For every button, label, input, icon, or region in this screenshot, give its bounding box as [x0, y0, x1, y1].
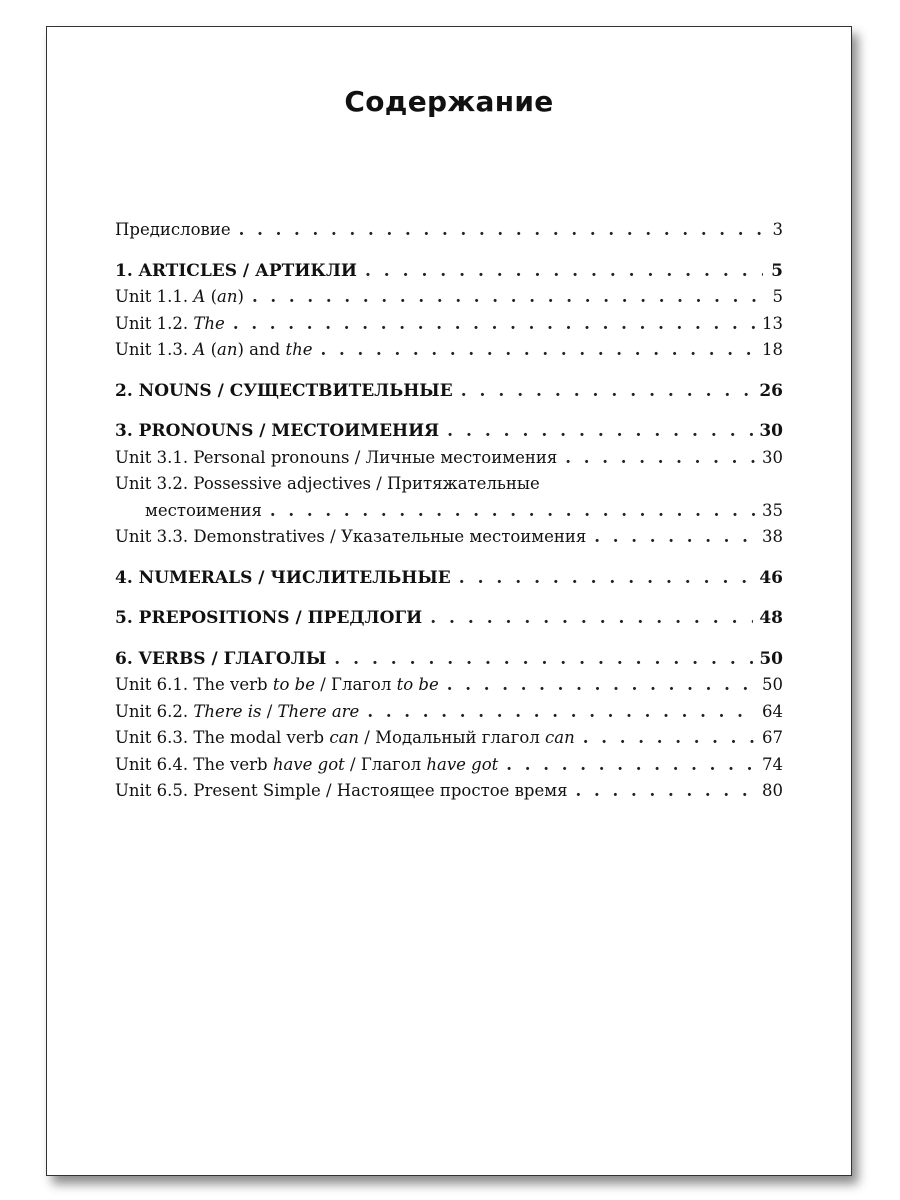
toc-entry-label: Предисловие: [115, 220, 231, 239]
toc-entry-unit-3-1: [115, 445, 783, 472]
toc-page-number: 35: [762, 500, 783, 520]
toc-entry-unit-3-2-line1: [115, 471, 783, 498]
toc-entry-unit-3-2-line2: [115, 498, 783, 525]
toc-page-number: 18: [762, 340, 783, 359]
toc-chapter-verbs: [115, 646, 783, 673]
toc-entry-label: 2. NOUNS / СУЩЕСТВИТЕЛЬНЫЕ: [115, 380, 453, 401]
toc-page-number: 26: [759, 380, 783, 401]
dot-leader: [252, 284, 763, 311]
book-page: [46, 26, 852, 1176]
toc-entry-label: Unit 6.4. The verb have got / Глагол have got: [115, 754, 499, 774]
toc-entry-label: 1. ARTICLES / АРТИКЛИ: [115, 260, 357, 281]
dot-leader: [565, 445, 756, 472]
toc-entry-unit-1-3: [115, 337, 783, 364]
toc-entry-unit-6-3: [115, 725, 783, 752]
dot-leader: [334, 646, 753, 673]
toc-entry-label: Unit 3.2. Possessive adjectives / Притяжательные: [115, 474, 540, 493]
dot-leader: [459, 565, 754, 592]
dot-leader: [594, 524, 756, 551]
toc-page-number: 46: [759, 567, 783, 588]
toc-entry-unit-6-5: [115, 778, 783, 805]
toc-page-number: 50: [759, 648, 783, 669]
dot-leader: [576, 778, 756, 805]
toc-entry-label: Unit 6.5. Present Simple / Настоящее простое время: [115, 781, 568, 800]
toc-entry-unit-1-2: [115, 311, 783, 338]
dot-leader: [430, 605, 753, 632]
toc-page-number: 80: [762, 781, 783, 800]
page-title: Содержание: [344, 85, 554, 118]
toc-entry-label: Unit 6.3. The modal verb can / Модальный глагол can: [115, 728, 575, 747]
dot-leader: [233, 311, 756, 338]
toc-entry-label: 6. VERBS / ГЛАГОЛЫ: [115, 648, 327, 669]
toc-entry-label: Unit 1.2. The: [115, 313, 225, 333]
toc-entry-label-continued: местоимения: [145, 500, 262, 520]
toc-entry-unit-1-1: [115, 284, 783, 311]
toc-entry-label: 3. PRONOUNS / МЕСТОИМЕНИЯ: [115, 421, 440, 441]
toc-entry-label: Unit 3.3. Demonstratives / Указательные местоимения: [115, 527, 587, 546]
toc-page-number: 64: [762, 701, 783, 721]
toc-page-number: 5: [771, 260, 783, 281]
toc-page-number: 48: [759, 608, 783, 628]
toc-chapter-nouns: [115, 378, 783, 405]
dot-leader: [270, 498, 756, 525]
dot-leader: [367, 699, 756, 726]
dot-leader: [447, 418, 753, 445]
toc-entry-label: 5. PREPOSITIONS / ПРЕДЛОГИ: [115, 608, 423, 628]
toc-entry-label: 4. NUMERALS / ЧИСЛИТЕЛЬНЫЕ: [115, 567, 451, 588]
toc-page-number: 30: [759, 421, 783, 441]
dot-leader: [506, 752, 756, 779]
toc-page-number: 67: [762, 728, 783, 747]
toc-page-number: 38: [762, 527, 783, 546]
toc-page-number: 13: [762, 313, 783, 333]
toc-chapter-numerals: [115, 565, 783, 592]
toc-entry-unit-3-3: [115, 524, 783, 551]
dot-leader: [320, 337, 756, 364]
table-of-contents: [115, 217, 783, 805]
toc-chapter-articles: [115, 258, 783, 285]
dot-leader: [583, 725, 756, 752]
toc-page-number: 3: [772, 220, 783, 239]
toc-chapter-pronouns: [115, 418, 783, 445]
toc-entry-unit-6-1: [115, 672, 783, 699]
toc-entry-unit-6-2: [115, 699, 783, 726]
toc-entry-label: Unit 1.1. A (an): [115, 287, 244, 306]
dot-leader: [365, 258, 763, 285]
toc-entry-label: Unit 1.3. A (an) and the: [115, 340, 313, 359]
toc-page-number: 5: [772, 287, 783, 306]
toc-entry-label: Unit 3.1. Personal pronouns / Личные местоимения: [115, 447, 558, 467]
toc-entry-preface: [115, 217, 783, 244]
toc-chapter-prepositions: [115, 605, 783, 632]
dot-leader: [447, 672, 756, 699]
dot-leader: [461, 378, 754, 405]
toc-page-number: 30: [762, 447, 783, 467]
toc-page-number: 50: [762, 675, 783, 694]
dot-leader: [239, 217, 763, 244]
toc-entry-label: Unit 6.2. There is / There are: [115, 701, 360, 721]
toc-entry-label: Unit 6.1. The verb to be / Глагол to be: [115, 675, 439, 694]
toc-entry-unit-6-4: [115, 752, 783, 779]
toc-page-number: 74: [762, 754, 783, 774]
